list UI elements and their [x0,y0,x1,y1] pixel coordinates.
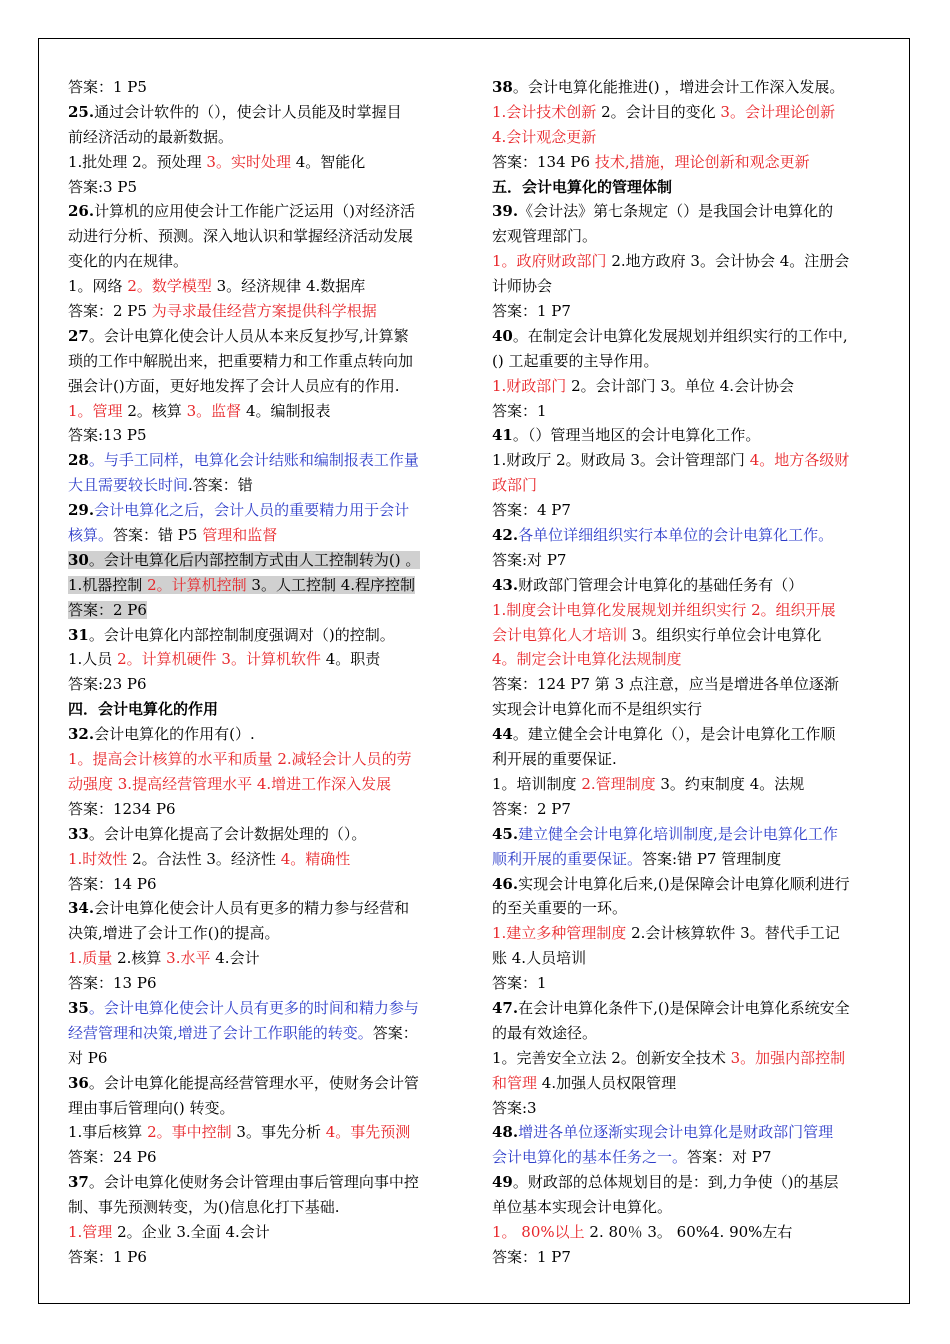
text-line [492,872,888,897]
text-segment: 对 P6 [68,1048,108,1067]
text-line [68,896,468,921]
text-line [68,1220,468,1245]
text-segment: 管理和监督 [202,526,278,545]
text-segment: 。会计电算化使会计人员有更多的时间和精力参与 [88,998,419,1017]
text-segment: 的最有效途径。 [492,1023,598,1042]
text-segment: 会计电算化使会计人员有更多的精力参与经营和 [94,899,410,918]
text-segment: 4。智能化 [290,152,366,171]
text-line [492,722,888,747]
text-segment: 制、事先预测转变，为()信息化打下基础. [68,1198,340,1217]
text-line [492,747,888,772]
text-line [492,1046,888,1071]
text-line [492,399,888,424]
text-line [68,847,468,872]
text-segment: 1。完善安全立法 2。创新安全技术 [492,1048,731,1067]
text-segment: 答案：124 P7 第 3 点注意，应当是增进各单位逐渐 [492,675,839,694]
text-line [68,598,468,623]
text-segment: 40 [492,326,513,345]
text-segment: 琐的工作中解脱出来，把重要精力和工作重点转向加 [68,351,414,370]
text-segment: 2。会计部门 3。单位 4.会计协会 [566,376,795,395]
text-line [68,175,468,200]
text-segment: 账 4.人员培训 [492,949,587,968]
text-segment: 强会计()方面，更好地发挥了会计人员应有的作用. [68,376,400,395]
text-segment: 答案：1 P7 [492,302,571,321]
text-segment: 45. [492,824,519,843]
text-line [68,623,468,648]
text-segment: 36 [68,1073,89,1092]
text-segment: 33 [68,824,89,843]
text-line [492,797,888,822]
text-line [492,324,888,349]
text-line [68,473,468,498]
text-segment: 3。组织实行单位会计电算化 [627,625,822,644]
section-heading [68,697,468,722]
text-segment: 4。精确性 [280,849,351,868]
text-segment: 3。经济规律 4.数据库 [211,277,366,296]
text-segment: 。财政部的总体规划目的是：到,力争使（)的基层 [512,1173,839,1192]
text-segment: 。会计电算化能推进() ，增进会计工作深入发展。 [512,78,845,96]
text-segment: 答案：1234 P6 [68,799,176,818]
text-line [68,1021,468,1046]
text-segment: 《会计法》第七条规定（）是我国会计电算化的 [518,202,834,221]
text-line [68,747,468,772]
text-segment: 动进行分析、预测。深入地认识和掌握经济活动发展 [68,227,414,246]
text-segment: 27 [68,326,89,345]
text-segment: 会计电算化的作用有(）. [94,725,255,744]
text-segment: 4。职责 [320,650,381,669]
text-segment: 46. [492,874,519,893]
text-line [68,772,468,797]
text-line [492,1096,888,1121]
text-segment: 增进各单位逐渐实现会计电算化是财政部门管理 [518,1123,834,1142]
text-line [68,224,468,249]
text-segment: 动强度 3.提高经营管理水平 4.增进工作深入发展 [68,774,392,793]
text-line [492,523,888,548]
text-segment: 1.制度会计电算化发展规划并组织实行 2。组织开展 [492,600,836,619]
text-segment: 经营管理和决策,增进了会计工作职能的转变。 [68,1023,373,1042]
text-segment: 。会计电算化内部控制制度强调对（)的控制。 [88,625,395,644]
text-segment: 31 [68,625,89,644]
text-segment: 38 [492,78,513,96]
text-line [492,772,888,797]
text-segment: 前经济活动的最新数据。 [68,127,234,146]
text-line [492,274,888,299]
text-segment: 4。制定会计电算化法规制度 [492,650,682,669]
text-line [68,548,468,573]
text-segment: 1.事后核算 [68,1123,148,1142]
text-segment: 43. [492,575,519,594]
text-line [68,1046,468,1071]
text-segment: 4.加强人员权限管理 [537,1073,677,1092]
text-segment: 理由事后管理向() 转变。 [68,1098,235,1117]
text-line [68,299,468,324]
text-line [492,1145,888,1170]
text-segment: 。（）管理当地区的会计电算化工作。 [512,426,761,445]
text-line [68,797,468,822]
text-line [492,1021,888,1046]
text-segment: 1.批处理 2。预处理 [68,152,207,171]
text-segment: 1.财政厅 2。财政局 3。会计管理部门 [492,451,750,470]
text-segment: 30 [68,550,89,569]
text-segment: 4。地方各级财 [749,451,850,470]
text-line [68,249,468,274]
text-segment: 各单位详细组织实行本单位的会计电算化工作。 [518,526,834,545]
text-segment: () 工起重要的主导作用。 [492,351,659,370]
text-line [68,1195,468,1220]
text-segment: 。会计电算化能提高经营管理水平，使财务会计管 [88,1073,419,1092]
text-segment: 。会计电算化后内部控制方式由人工控制转为() 。 [88,550,421,569]
text-line [492,1071,888,1096]
text-line [68,921,468,946]
text-segment: 1.管理 [68,1222,113,1241]
text-line [68,647,468,672]
text-line [492,374,888,399]
text-segment: 答案：1 [492,974,547,993]
text-segment: 1。管理 [68,401,123,420]
text-line [68,374,468,399]
text-line [68,1170,468,1195]
text-line [492,448,888,473]
text-segment: 在会计电算化条件下,()是保障会计电算化系统安全 [518,998,850,1017]
text-line [68,523,468,548]
text-line [68,150,468,175]
text-segment: 答案:23 P6 [68,675,147,694]
text-line [492,1195,888,1220]
text-line [492,672,888,697]
text-line [492,623,888,648]
text-segment: 4.会计观念更新 [492,127,597,146]
text-segment: 1。培训制度 [492,774,582,793]
text-segment: 2。计算机控制 [147,575,247,594]
text-segment: 答案：134 P6 [492,152,595,171]
text-segment: 答案：1 P7 [492,1247,571,1266]
text-segment: 实现会计电算化后来,()是保障会计电算化顺利进行 [518,874,850,893]
text-line [68,399,468,424]
text-segment: 会计电算化人才培训 [492,625,628,644]
text-segment: 1.建立多种管理制度 [492,924,627,943]
text-segment: 政部门 [492,476,538,495]
text-segment: 。会计电算化使财务会计管理由事后管理向事中控 [88,1173,419,1192]
text-line [68,498,468,523]
text-line [68,971,468,996]
text-segment: 1.质量 [68,949,113,968]
text-segment: 和管理 [492,1073,538,1092]
section-heading [492,175,888,200]
text-line [68,1120,468,1145]
text-segment: 宏观管理部门。 [492,227,598,246]
text-segment: 4。事先预测 [325,1123,411,1142]
text-segment: 2。合法性 3。经济性 [127,849,281,868]
text-segment: 1。 80%以上 [492,1222,585,1241]
text-segment: 答案：2 P6 [68,600,147,619]
text-segment: 2.会计核算软件 3。替代手工记 [626,924,840,943]
text-segment: 2. 80％ 3。 60%4. 90%左右 [584,1222,793,1241]
text-line [68,1071,468,1096]
text-line [68,349,468,374]
text-segment: 答案：1 [492,401,547,420]
text-segment: 答案:13 P5 [68,426,147,445]
text-segment: 答案：1 P5 [68,78,147,96]
text-line [68,125,468,150]
text-segment: 29. [68,501,95,520]
text-segment: 技术,措施，理论创新和观念更新 [594,152,810,171]
text-segment: 答案:3 P5 [68,177,138,196]
text-segment: 2。计算机硬件 3。计算机软件 [117,650,321,669]
text-segment: 大且需要较长时间 [68,476,189,495]
text-line [68,324,468,349]
text-segment: 1.人员 [68,650,118,669]
text-line [492,573,888,598]
text-segment: 1.财政部门 [492,376,567,395]
text-segment: 。会计电算化使会计人员从本来反复抄写,计算繁 [88,326,409,345]
text-segment: 单位基本实现会计电算化。 [492,1198,673,1217]
text-segment: 3。人工控制 4.程序控制 [246,575,416,594]
text-segment: 答案：24 P6 [68,1148,157,1167]
text-line [492,199,888,224]
text-line [492,946,888,971]
text-line [68,672,468,697]
text-line [68,822,468,847]
text-segment: 32. [68,725,95,744]
text-line [492,1220,888,1245]
text-segment: 1.会计技术创新 [492,102,597,121]
text-segment: 48. [492,1123,519,1142]
text-segment: 2。会计目的变化 [596,102,721,121]
text-line [492,224,888,249]
text-segment: 答案：2 P7 [492,799,571,818]
text-segment: 3.水平 [166,949,211,968]
text-segment: 4.会计 [210,949,260,968]
text-segment: 2。企业 3.全面 4.会计 [112,1222,270,1241]
text-line [492,349,888,374]
text-segment: 41 [492,426,513,445]
text-segment: 利开展的重要保证. [492,750,617,769]
text-segment: 2.地方政府 3。会计协会 4。注册会 [606,252,850,271]
text-line [492,921,888,946]
text-line [492,299,888,324]
text-segment: 2。数学模型 [127,277,212,296]
text-line [492,150,888,175]
text-segment: 核算。 [68,526,114,545]
text-segment: 答案:错 P7 管理制度 [642,849,782,868]
text-line [492,1120,888,1145]
text-segment: 。与手工同样，电算化会计结账和编制报表工作量 [88,451,419,470]
text-line [492,1170,888,1195]
text-segment: 1.机器控制 [68,575,148,594]
text-segment: 答案：对 P7 [687,1148,772,1167]
text-segment: 37 [68,1173,89,1192]
text-segment: 25. [68,102,95,121]
text-line [492,822,888,847]
text-segment: 39. [492,202,519,221]
text-segment: 五．会计电算化的管理体制 [492,177,673,196]
text-segment: 答案:对 P7 [492,550,567,569]
text-line [68,448,468,473]
text-segment: 3。实时处理 [206,152,291,171]
text-segment: 决策,增进了会计工作()的提高。 [68,924,280,943]
text-line [68,199,468,224]
left-column [68,75,468,1270]
text-segment: 。会计电算化提高了会计数据处理的（）。 [88,824,367,843]
text-line [492,423,888,448]
text-segment: 28 [68,451,89,470]
text-segment: 通过会计软件的（），使会计人员能及时掌握目 [94,102,402,121]
text-line [492,697,888,722]
text-segment: 1。提高会计核算的水平和质量 2.减轻会计人员的劳 [68,750,412,769]
text-segment: 1.时效性 [68,849,128,868]
text-segment: 3。会计理论创新 [720,102,835,121]
text-segment: 3。监督 [186,401,242,420]
text-segment: 35 [68,998,89,1017]
text-line [492,498,888,523]
text-line [68,423,468,448]
text-segment: 2.管理制度 [581,774,656,793]
text-segment: 。建立健全会计电算化（），是会计电算化工作顺 [512,725,836,744]
text-segment: .答案：错 [188,476,253,495]
text-line [492,249,888,274]
text-line [68,573,468,598]
text-segment: 3。事先分析 [231,1123,326,1142]
text-segment: 财政部门管理会计电算化的基础任务有（） [518,575,804,594]
text-segment: 建立健全会计电算化培训制度,是会计电算化工作 [518,824,838,843]
text-line [492,125,888,150]
text-segment: 的至关重要的一环。 [492,899,628,918]
text-segment: 答案：1 P6 [68,1247,147,1266]
text-segment: 2.核算 [112,949,167,968]
text-segment: 49 [492,1173,513,1192]
text-segment: 答案：错 P5 [113,526,203,545]
text-segment: 4。编制报表 [241,401,331,420]
text-line [492,548,888,573]
text-segment: 答案：13 P6 [68,974,157,993]
text-segment: 44 [492,725,513,744]
text-line [68,274,468,299]
text-segment: 答案：2 P5 [68,302,152,321]
text-segment: 34. [68,899,95,918]
text-line [68,946,468,971]
text-segment: 答案:3 [492,1098,537,1117]
text-segment: 答案： [372,1023,418,1042]
text-line [68,1245,468,1270]
text-line [68,996,468,1021]
text-line [492,75,888,100]
text-line [492,473,888,498]
text-segment: 顺利开展的重要保证。 [492,849,643,868]
text-segment: 42. [492,526,519,545]
text-line [492,971,888,996]
text-segment: 答案：4 P7 [492,501,571,520]
text-segment: 计师协会 [492,277,553,296]
text-segment: 1。网络 [68,277,128,296]
text-segment: 计算机的应用使会计工作能广泛运用（)对经济活 [94,202,415,221]
text-line [68,75,468,100]
text-segment: 实现会计电算化而不是组织实行 [492,700,703,719]
text-line [492,1245,888,1270]
text-line [68,722,468,747]
text-line [68,1096,468,1121]
text-line [492,100,888,125]
text-segment: 3。约束制度 4。法规 [655,774,805,793]
text-segment: 47. [492,998,519,1017]
text-segment: 2。事中控制 [147,1123,232,1142]
right-column [492,75,888,1270]
text-segment: 。在制定会计电算化发展规划并组织实行的工作中, [512,326,848,345]
text-segment: 26. [68,202,95,221]
text-line [492,896,888,921]
text-line [68,1145,468,1170]
text-line [492,598,888,623]
text-segment: 3。加强内部控制 [730,1048,846,1067]
text-segment: 为寻求最佳经营方案提供科学根据 [151,302,377,321]
text-line [492,647,888,672]
text-line [492,996,888,1021]
text-line [492,847,888,872]
text-segment: 变化的内在规律。 [68,252,189,271]
text-segment: 四．会计电算化的作用 [68,700,219,719]
text-line [68,100,468,125]
text-segment: 会计电算化之后，会计人员的重要精力用于会计 [94,501,410,520]
text-segment: 2。核算 [122,401,187,420]
text-line [68,872,468,897]
text-segment: 1。政府财政部门 [492,252,607,271]
text-segment: 答案：14 P6 [68,874,157,893]
text-segment: 会计电算化的基本任务之一。 [492,1148,688,1167]
